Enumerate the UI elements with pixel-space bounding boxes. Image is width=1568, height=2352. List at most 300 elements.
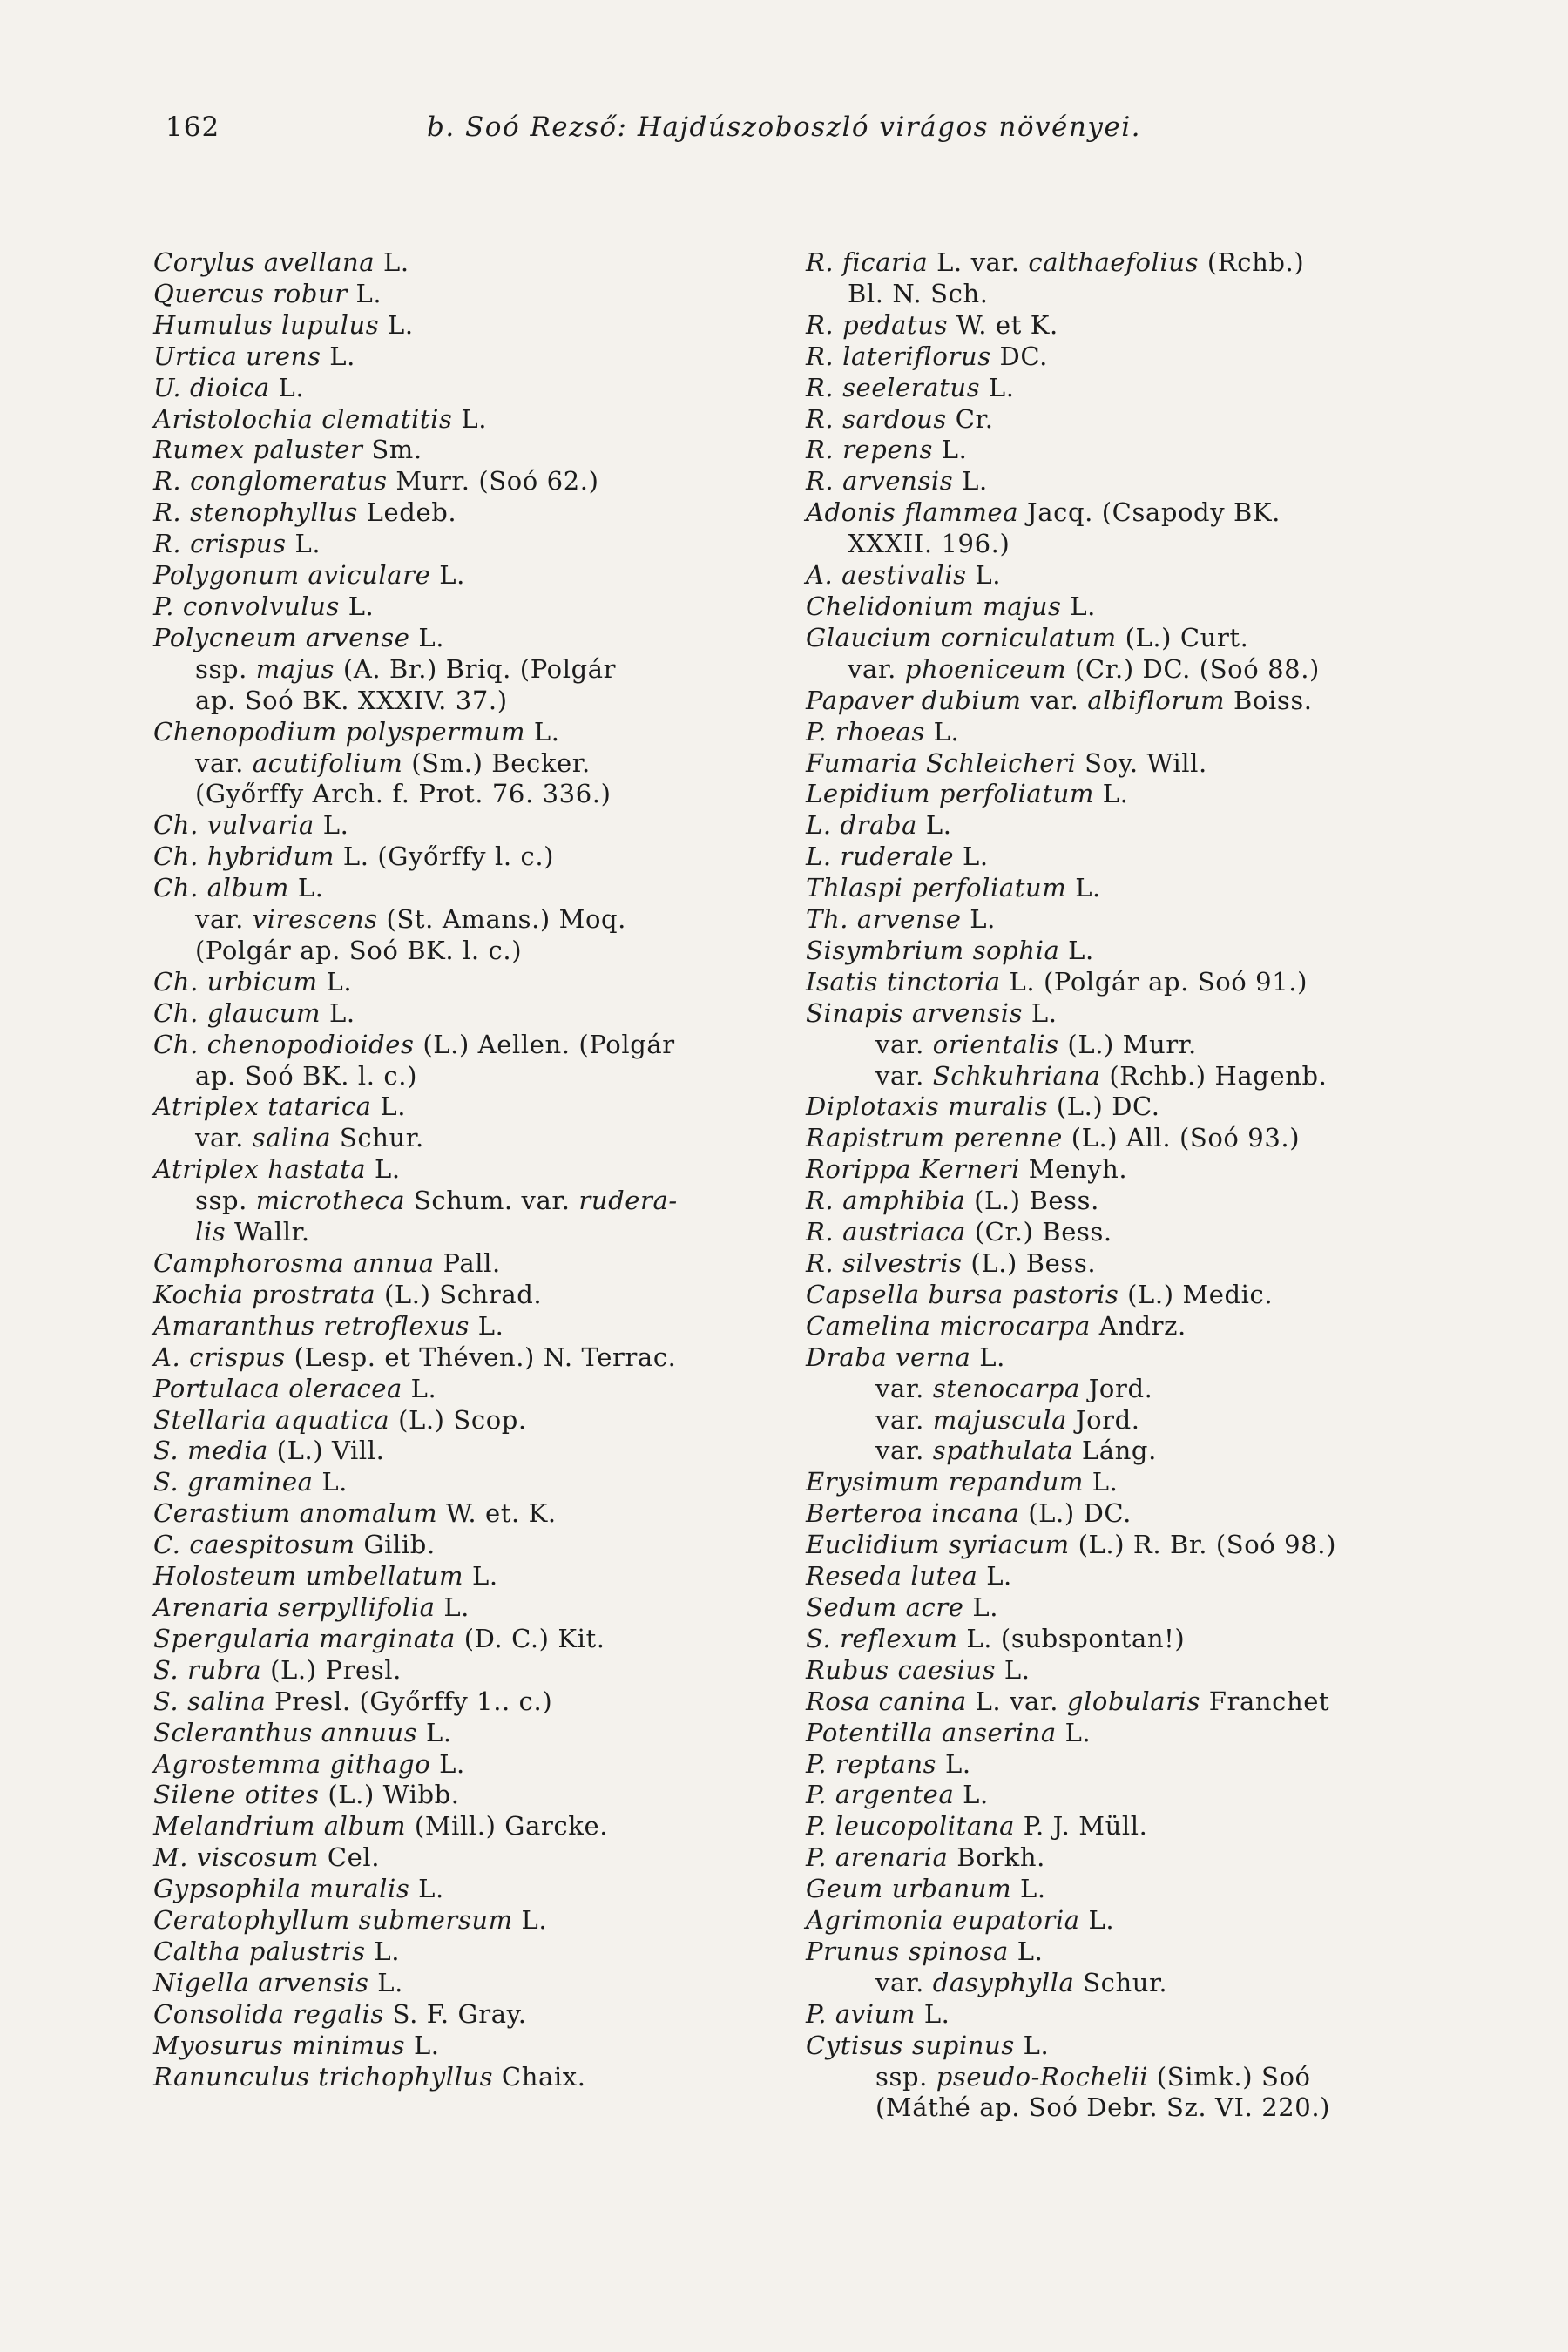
taxon-name: Arenaria serpyllifolia xyxy=(153,1592,436,1622)
authority-text: Schur. xyxy=(1074,1967,1168,1997)
taxon-name: P. rhoeas xyxy=(806,716,925,747)
authority-text: Chaix. xyxy=(493,2061,586,2092)
taxon-name: Ch. urbicum xyxy=(153,966,318,997)
species-entry-line xyxy=(153,1718,815,1749)
authority-text: var. xyxy=(848,653,905,684)
taxon-name: Atriplex tatarica xyxy=(153,1092,372,1122)
authority-text: (L.) Wibb. xyxy=(319,1780,460,1810)
species-entry-line xyxy=(153,1498,815,1530)
species-entry-line xyxy=(153,1248,815,1280)
species-entry-line xyxy=(153,1968,815,1999)
authority-text: Jacq. (Csapody BK. xyxy=(1018,497,1281,528)
species-entry-line xyxy=(806,841,1450,873)
authority-text: (Mill.) Garcke. xyxy=(406,1811,609,1842)
taxon-name: Agrimonia eupatoria xyxy=(806,1905,1080,1936)
species-entry-line xyxy=(153,1842,815,1874)
species-entry-line xyxy=(806,1436,1450,1467)
taxon-name: Th. arvense xyxy=(806,904,962,935)
species-entry-line xyxy=(153,560,815,591)
authority-text: var. xyxy=(875,1060,933,1091)
species-entry-line xyxy=(153,748,815,780)
authority-text: (Máthé ap. Soó Debr. Sz. VI. 220.) xyxy=(875,2092,1331,2123)
species-entry-line xyxy=(806,279,1450,310)
species-entry-line xyxy=(153,873,815,904)
authority-text: Presl. (Győrffy 1.. c.) xyxy=(266,1686,553,1716)
authority-text: (L.) Aellen. (Polgár xyxy=(414,1029,675,1059)
authority-text: Boiss. xyxy=(1225,685,1313,715)
authority-text: (L.) All. (Soó 93.) xyxy=(1062,1123,1301,1153)
species-list-right-column xyxy=(806,247,1450,2124)
authority-text: W. et. K. xyxy=(437,1498,557,1529)
taxon-name: Capsella bursa pastoris xyxy=(806,1279,1119,1309)
species-entry-line xyxy=(806,1311,1450,1342)
taxon-name: Rapistrum perenne xyxy=(806,1123,1063,1153)
authority-text: (Rchb.) xyxy=(1199,247,1305,277)
species-entry-line xyxy=(806,591,1450,623)
authority-text: L. xyxy=(525,716,560,747)
taxon-name: Fumaria Schleicheri xyxy=(806,747,1077,778)
taxon-name: Ch. hybridum xyxy=(153,841,335,872)
taxon-name: Corylus avellana xyxy=(153,247,375,277)
species-entry-line xyxy=(153,1999,815,2031)
species-entry-line xyxy=(806,1280,1450,1311)
taxon-name: P. arenaria xyxy=(806,1842,949,1873)
authority-text: L. xyxy=(289,873,324,903)
taxon-name: calthaefolius xyxy=(1028,247,1200,277)
authority-text: Sm. xyxy=(362,435,422,465)
species-entry-line xyxy=(153,1342,815,1374)
taxon-name: albiflorum xyxy=(1087,685,1226,715)
taxon-name: P. convolvulus xyxy=(153,591,340,621)
species-entry-line xyxy=(806,1123,1450,1154)
authority-text: L. xyxy=(430,560,465,591)
taxon-name: Polycneum arvense xyxy=(153,622,410,652)
taxon-name: pseudo-Rochelii xyxy=(936,2061,1149,2092)
species-entry-line xyxy=(153,466,815,497)
authority-text: Andrz. xyxy=(1090,1310,1186,1341)
species-entry-line xyxy=(153,779,815,810)
taxon-name: R. stenophyllus xyxy=(153,497,358,528)
taxon-name: Sisymbrium sophia xyxy=(806,935,1060,965)
taxon-name: Spergularia marginata xyxy=(153,1623,456,1653)
authority-text: Franchet xyxy=(1200,1686,1330,1716)
authority-text: L. xyxy=(932,435,968,465)
species-entry-line xyxy=(153,529,815,560)
authority-text: L. xyxy=(1008,1936,1044,1966)
authority-text: L. xyxy=(463,1561,498,1592)
authority-text: (A. Br.) Briq. (Polgár xyxy=(335,653,617,684)
species-entry-line xyxy=(806,654,1450,686)
taxon-name: virescens xyxy=(252,904,378,935)
authority-text: L. xyxy=(963,1592,999,1622)
species-entry-line xyxy=(806,1811,1450,1842)
taxon-name: Sinapis arvensis xyxy=(806,997,1024,1028)
authority-text: L. (Győrffy l. c.) xyxy=(335,841,555,872)
taxon-name: Berteroa incana xyxy=(806,1498,1020,1529)
species-entry-line xyxy=(806,748,1450,780)
species-entry-line xyxy=(153,2062,815,2093)
species-entry-line xyxy=(806,1405,1450,1436)
taxon-name: Portulaca oleracea xyxy=(153,1373,402,1403)
taxon-name: Cytisus supinus xyxy=(806,2030,1015,2060)
species-entry-line xyxy=(806,497,1450,529)
authority-text: (L.) R. Br. (Soó 98.) xyxy=(1069,1530,1336,1560)
taxon-name: Adonis flammea xyxy=(806,497,1019,528)
taxon-name: Thlaspi perfoliatum xyxy=(806,873,1067,903)
authority-text: L. xyxy=(1011,1874,1046,1904)
taxon-name: Rubus caesius xyxy=(806,1654,997,1685)
species-entry-line xyxy=(153,1123,815,1154)
authority-text: L. xyxy=(269,372,305,402)
species-entry-line xyxy=(153,1592,815,1624)
taxon-name: majus xyxy=(255,653,335,684)
authority-text: L. xyxy=(314,810,349,841)
taxon-name: Diplotaxis muralis xyxy=(806,1092,1049,1122)
species-entry-line xyxy=(806,1342,1450,1374)
authority-text: L. xyxy=(977,1561,1012,1592)
taxon-name: Reseda lutea xyxy=(806,1561,978,1592)
taxon-name: Papaver dubium xyxy=(806,685,1022,715)
taxon-name: Ranunculus trichophyllus xyxy=(153,2061,494,2092)
authority-text: L. xyxy=(954,1780,989,1810)
taxon-name: globularis xyxy=(1066,1686,1200,1716)
authority-text: ssp. xyxy=(195,653,256,684)
authority-text: L. xyxy=(347,278,382,308)
species-entry-line xyxy=(806,435,1450,466)
species-entry-line xyxy=(153,1561,815,1592)
species-entry-line xyxy=(806,1061,1450,1092)
running-title: b. Soó Rezső: Hajdúszoboszló virágos növényei. xyxy=(427,112,1141,143)
taxon-name: Ch. vulvaria xyxy=(153,810,314,841)
authority-text: Schur. xyxy=(331,1123,424,1153)
species-entry-line xyxy=(806,1686,1450,1718)
taxon-name: Nigella arvensis xyxy=(153,1967,369,1997)
species-entry-line xyxy=(153,936,815,967)
taxon-name: R. ficaria xyxy=(806,247,929,277)
species-entry-line xyxy=(806,1905,1450,1936)
taxon-name: M. viscosum xyxy=(153,1842,320,1873)
authority-text: L. xyxy=(379,309,414,340)
species-entry-line xyxy=(806,1217,1450,1248)
species-entry-line xyxy=(806,1030,1450,1061)
authority-text: (Sm.) Becker. xyxy=(402,747,591,778)
species-entry-line xyxy=(806,1592,1450,1624)
taxon-name: Erysimum repandum xyxy=(806,1467,1084,1497)
species-entry-line xyxy=(153,623,815,654)
taxon-name: Camelina microcarpa xyxy=(806,1310,1091,1341)
species-entry-line xyxy=(153,591,815,623)
taxon-name: Holosteum umbellatum xyxy=(153,1561,464,1592)
authority-text: var. xyxy=(195,1123,253,1153)
species-entry-line xyxy=(153,810,815,841)
authority-text: var. xyxy=(875,1404,933,1435)
species-entry-line xyxy=(153,1311,815,1342)
authority-text: L. xyxy=(435,1592,470,1622)
authority-text: Cr. xyxy=(946,403,994,434)
taxon-name: R. arvensis xyxy=(806,466,954,497)
taxon-name: R. conglomeratus xyxy=(153,466,388,497)
authority-text: L. xyxy=(966,560,1002,591)
taxon-name: A. crispus xyxy=(153,1342,286,1372)
authority-text: L. xyxy=(405,2030,440,2060)
authority-text: L. xyxy=(1014,2030,1050,2060)
species-entry-line xyxy=(806,1968,1450,1999)
authority-text: L. xyxy=(1023,997,1058,1028)
authority-text: L. xyxy=(409,622,445,652)
taxon-name: Chenopodium polyspermum xyxy=(153,716,526,747)
taxon-name: spathulata xyxy=(932,1436,1074,1466)
species-entry-line xyxy=(806,1374,1450,1405)
authority-text: var. xyxy=(875,1967,933,1997)
authority-text: (L.) Scop. xyxy=(389,1404,527,1435)
authority-text: Gilib. xyxy=(355,1530,436,1560)
authority-text: L. xyxy=(996,1654,1031,1685)
species-entry-line xyxy=(153,717,815,748)
taxon-name: R. austriaca xyxy=(806,1217,966,1247)
species-list-left-column xyxy=(153,247,815,2092)
authority-text: L. xyxy=(368,1967,403,1997)
authority-text: Láng. xyxy=(1073,1436,1157,1466)
authority-text: L. xyxy=(916,1998,950,2029)
authority-text: (D. C.) Kit. xyxy=(455,1623,605,1653)
authority-text: L. xyxy=(452,403,488,434)
taxon-name: Ch. glaucum xyxy=(153,997,321,1028)
authority-text: L. xyxy=(917,810,952,841)
taxon-name: Ch. album xyxy=(153,873,290,903)
species-entry-line xyxy=(153,404,815,436)
authority-text: L. xyxy=(936,1748,971,1779)
taxon-name: L. ruderale xyxy=(806,841,955,872)
authority-text: (L.) Medic. xyxy=(1119,1279,1274,1309)
species-entry-line xyxy=(153,1436,815,1467)
authority-text: var. xyxy=(875,1029,933,1059)
authority-text: L. xyxy=(1083,1467,1119,1497)
taxon-name: U. dioica xyxy=(153,372,270,402)
species-entry-line xyxy=(153,1686,815,1718)
authority-text: var. xyxy=(875,1436,933,1466)
species-entry-line xyxy=(153,1874,815,1905)
authority-text: P. J. Müll. xyxy=(1014,1811,1148,1842)
taxon-name: Stellaria aquatica xyxy=(153,1404,390,1435)
authority-text: var. xyxy=(195,747,253,778)
authority-text: L. xyxy=(402,1373,437,1403)
taxon-name: Agrostemma githago xyxy=(153,1748,431,1779)
species-entry-line xyxy=(153,1405,815,1436)
taxon-name: P. argentea xyxy=(806,1780,955,1810)
authority-text: Jord. xyxy=(1079,1373,1153,1403)
taxon-name: Cerastium anomalum xyxy=(153,1498,438,1529)
species-entry-line xyxy=(153,967,815,998)
authority-text: Schum. var. xyxy=(405,1186,579,1216)
taxon-name: Glaucium corniculatum xyxy=(806,622,1117,652)
species-entry-line xyxy=(806,1498,1450,1530)
species-entry-line xyxy=(153,2031,815,2062)
species-entry-line xyxy=(153,341,815,373)
authority-text: DC. xyxy=(990,341,1048,371)
species-entry-line xyxy=(153,686,815,717)
authority-text: L. xyxy=(1059,935,1094,965)
taxon-name: Urtica urens xyxy=(153,341,321,371)
authority-text: L. xyxy=(512,1905,548,1936)
authority-text: XXXII. 196.) xyxy=(848,529,1010,559)
authority-text: L. xyxy=(970,1342,1005,1372)
authority-text: Cel. xyxy=(319,1842,381,1873)
authority-text: L. xyxy=(286,529,321,559)
authority-text: L. xyxy=(313,1467,348,1497)
authority-text: Bl. N. Sch. xyxy=(848,278,989,308)
taxon-name: Chelidonium majus xyxy=(806,591,1062,621)
species-entry-line xyxy=(806,404,1450,436)
taxon-name: R. amphibia xyxy=(806,1186,966,1216)
species-entry-line xyxy=(806,1749,1450,1781)
authority-text: L. xyxy=(321,997,355,1028)
authority-text: L. xyxy=(321,341,355,371)
species-entry-line xyxy=(806,247,1450,279)
species-entry-line xyxy=(153,279,815,310)
taxon-name: R. pedatus xyxy=(806,309,949,340)
taxon-name: Aristolochia clematitis xyxy=(153,403,453,434)
taxon-name: Rumex paluster xyxy=(153,435,363,465)
species-entry-line xyxy=(806,529,1450,560)
authority-text: (Simk.) Soó xyxy=(1148,2061,1311,2092)
taxon-name: Silene otites xyxy=(153,1780,320,1810)
species-entry-line xyxy=(153,1092,815,1123)
authority-text: (Cr.) DC. (Soó 88.) xyxy=(1066,653,1320,684)
authority-text: (L.) Schrad. xyxy=(375,1279,543,1309)
species-entry-line xyxy=(806,1186,1450,1217)
species-entry-line xyxy=(806,1999,1450,2031)
authority-text: Ledeb. xyxy=(357,497,457,528)
taxon-name: Caltha palustris xyxy=(153,1936,366,1966)
authority-text: L. xyxy=(961,904,996,935)
authority-text: (Győrffy Arch. f. Prot. 76. 336.) xyxy=(195,779,612,809)
taxon-name: Myosurus minimus xyxy=(153,2030,406,2060)
taxon-name: P. reptans xyxy=(806,1748,937,1779)
species-entry-line xyxy=(806,560,1450,591)
species-entry-line xyxy=(153,1624,815,1655)
species-entry-line xyxy=(153,1811,815,1842)
authority-text: L. xyxy=(954,841,989,872)
authority-text: L. xyxy=(1093,779,1129,809)
species-entry-line xyxy=(153,1936,815,1968)
species-entry-line xyxy=(153,310,815,341)
authority-text: L. xyxy=(375,247,409,277)
taxon-name: Ch. chenopodioides xyxy=(153,1029,415,1059)
authority-text: L. var. xyxy=(966,1686,1067,1716)
taxon-name: S. salina xyxy=(153,1686,267,1716)
authority-text: Wallr. xyxy=(226,1217,310,1247)
taxon-name: Sedum acre xyxy=(806,1592,964,1622)
species-entry-line xyxy=(153,1280,815,1311)
taxon-name: Consolida regalis xyxy=(153,1998,384,2029)
taxon-name: R. repens xyxy=(806,435,933,465)
authority-text: (L.) Bess. xyxy=(965,1186,1099,1216)
taxon-name: Ceratophyllum submersum xyxy=(153,1905,513,1936)
authority-text: S. F. Gray. xyxy=(383,1998,527,2029)
species-entry-line xyxy=(806,1467,1450,1498)
taxon-name: Amaranthus retroflexus xyxy=(153,1310,470,1341)
taxon-name: Isatis tinctoria xyxy=(806,966,1001,997)
taxon-name: Camphorosma annua xyxy=(153,1248,435,1278)
authority-text: L. xyxy=(366,1154,401,1185)
taxon-name: phoeniceum xyxy=(904,653,1067,684)
authority-text: L. xyxy=(953,466,988,497)
authority-text: ssp. xyxy=(195,1186,256,1216)
taxon-name: orientalis xyxy=(932,1029,1059,1059)
species-entry-line xyxy=(806,341,1450,373)
taxon-name: A. aestivalis xyxy=(806,560,967,591)
taxon-name: Rosa canina xyxy=(806,1686,967,1716)
taxon-name: Atriplex hastata xyxy=(153,1154,367,1185)
species-entry-line xyxy=(153,1655,815,1686)
taxon-name: rudera- xyxy=(578,1186,678,1216)
authority-text: Borkh. xyxy=(948,1842,1045,1873)
species-entry-line xyxy=(806,2092,1450,2124)
taxon-name: dasyphylla xyxy=(932,1967,1075,1997)
species-entry-line xyxy=(806,373,1450,404)
taxon-name: Lepidium perfoliatum xyxy=(806,779,1094,809)
species-entry-line xyxy=(153,1374,815,1405)
authority-text: L. xyxy=(430,1748,465,1779)
authority-text: L. xyxy=(1079,1905,1115,1936)
taxon-name: Prunus spinosa xyxy=(806,1936,1009,1966)
taxon-name: Rorippa Kerneri xyxy=(806,1154,1020,1185)
species-entry-line xyxy=(153,1780,815,1811)
species-entry-line xyxy=(153,1061,815,1092)
taxon-name: Polygonum aviculare xyxy=(153,560,431,591)
species-entry-line xyxy=(153,247,815,279)
species-entry-line xyxy=(806,1154,1450,1186)
species-entry-line xyxy=(806,623,1450,654)
authority-text: L. xyxy=(339,591,375,621)
authority-text: L. (Polgár ap. Soó 91.) xyxy=(1000,966,1308,997)
species-entry-line xyxy=(806,873,1450,904)
taxon-name: Melandrium album xyxy=(153,1811,407,1842)
species-entry-line xyxy=(153,1217,815,1248)
authority-text: (L.) Bess. xyxy=(962,1248,1097,1278)
species-entry-line xyxy=(806,1780,1450,1811)
authority-text: var. xyxy=(875,1373,933,1403)
species-entry-line xyxy=(153,373,815,404)
species-entry-line xyxy=(806,904,1450,936)
species-entry-line xyxy=(806,717,1450,748)
authority-text: (Polgár ap. Soó BK. l. c.) xyxy=(195,935,523,965)
species-entry-line xyxy=(806,1561,1450,1592)
species-entry-line xyxy=(153,497,815,529)
page-header xyxy=(166,112,1420,164)
taxon-name: Potentilla anserina xyxy=(806,1717,1057,1747)
species-entry-line xyxy=(806,936,1450,967)
authority-text: Murr. (Soó 62.) xyxy=(387,466,599,497)
species-entry-line xyxy=(806,2062,1450,2093)
authority-text: L. xyxy=(924,716,960,747)
taxon-name: S. reflexum xyxy=(806,1623,958,1653)
authority-text: L. xyxy=(317,966,353,997)
species-entry-line xyxy=(806,1624,1450,1655)
taxon-name: lis xyxy=(195,1217,226,1247)
species-entry-line xyxy=(806,1936,1450,1968)
species-entry-line xyxy=(806,1874,1450,1905)
species-entry-line xyxy=(153,1905,815,1936)
authority-text: L. xyxy=(365,1936,401,1966)
taxon-name: R. seeleratus xyxy=(806,372,981,402)
taxon-name: majuscula xyxy=(932,1404,1068,1435)
taxon-name: R. sardous xyxy=(806,403,947,434)
authority-text: (L.) Murr. xyxy=(1058,1029,1197,1059)
taxon-name: S. rubra xyxy=(153,1654,262,1685)
taxon-name: R. lateriflorus xyxy=(806,341,991,371)
taxon-name: salina xyxy=(252,1123,332,1153)
